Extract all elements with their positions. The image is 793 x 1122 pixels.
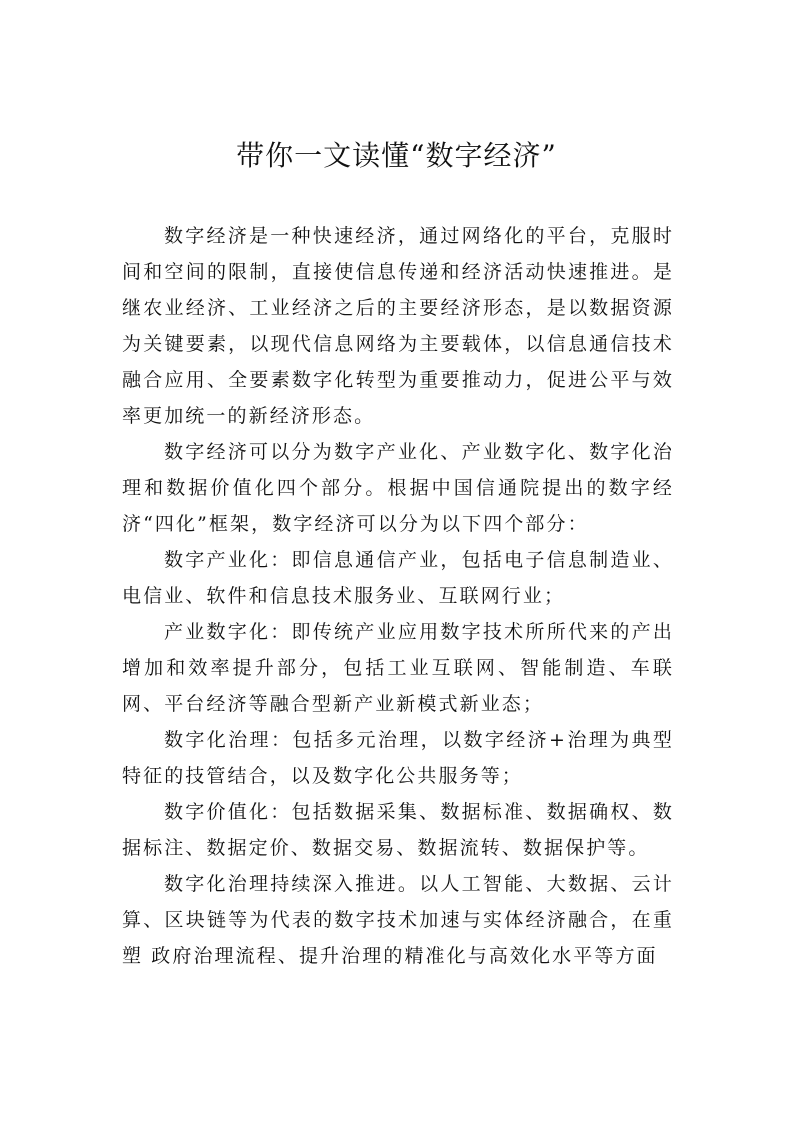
paragraph-data-valorization: 数字价值化：包括数据采集、数据标准、数据确权、数据标注、数据定价、数据交易、数据流转、数据保护等。 — [122, 801, 674, 859]
paragraph-governance-progress: 数字化治理持续深入推进。以人工智能、大数据、云计算、区块链等为代表的数字技术加速与实体经济融合，在重塑 政府治理流程、提升治理的精准化与高效化水平等方面 — [122, 873, 674, 967]
paragraph-industrial-digitalization: 产业数字化：即传统产业应用数字技术所所代来的产出增加和效率提升部分，包括工业互联网、智能制造、车联 网、平台经济等融合型新产业新模式新业态； — [122, 621, 674, 715]
paragraph-digital-governance: 数字化治理：包括多元治理，以数字经济+治理为典型特征的技管结合，以及数字化公共服务等； — [122, 729, 674, 787]
paragraph-intro: 数字经济是一种快速经济，通过网络化的平台，克服时间和空间的限制，直接使信息传递和经济活动快速推进。是继农业经济、工业经济之后的主要经济形态，是以数据资源为关键要素，以现代信息网络为主要载体，以信息通信技术融合应用、全要素数字化转型为重要推动力，促进公平与效率更加统一的新经济形态。 — [122, 225, 674, 427]
paragraph-four-parts: 数字经济可以分为数字产业化、产业数字化、数字化治理和数据价值化四个部分。根据中国信通院提出的数字经济“四化”框架，数字经济可以分为以下四个部分： — [122, 441, 674, 535]
paragraph-digital-industrialization: 数字产业化：即信息通信产业，包括电子信息制造业、电信业、软件和信息技术服务业、互联网行业； — [122, 549, 674, 607]
document-title: 带你一文读懂“数字经济” — [236, 139, 557, 172]
document-body — [122, 218, 674, 974]
